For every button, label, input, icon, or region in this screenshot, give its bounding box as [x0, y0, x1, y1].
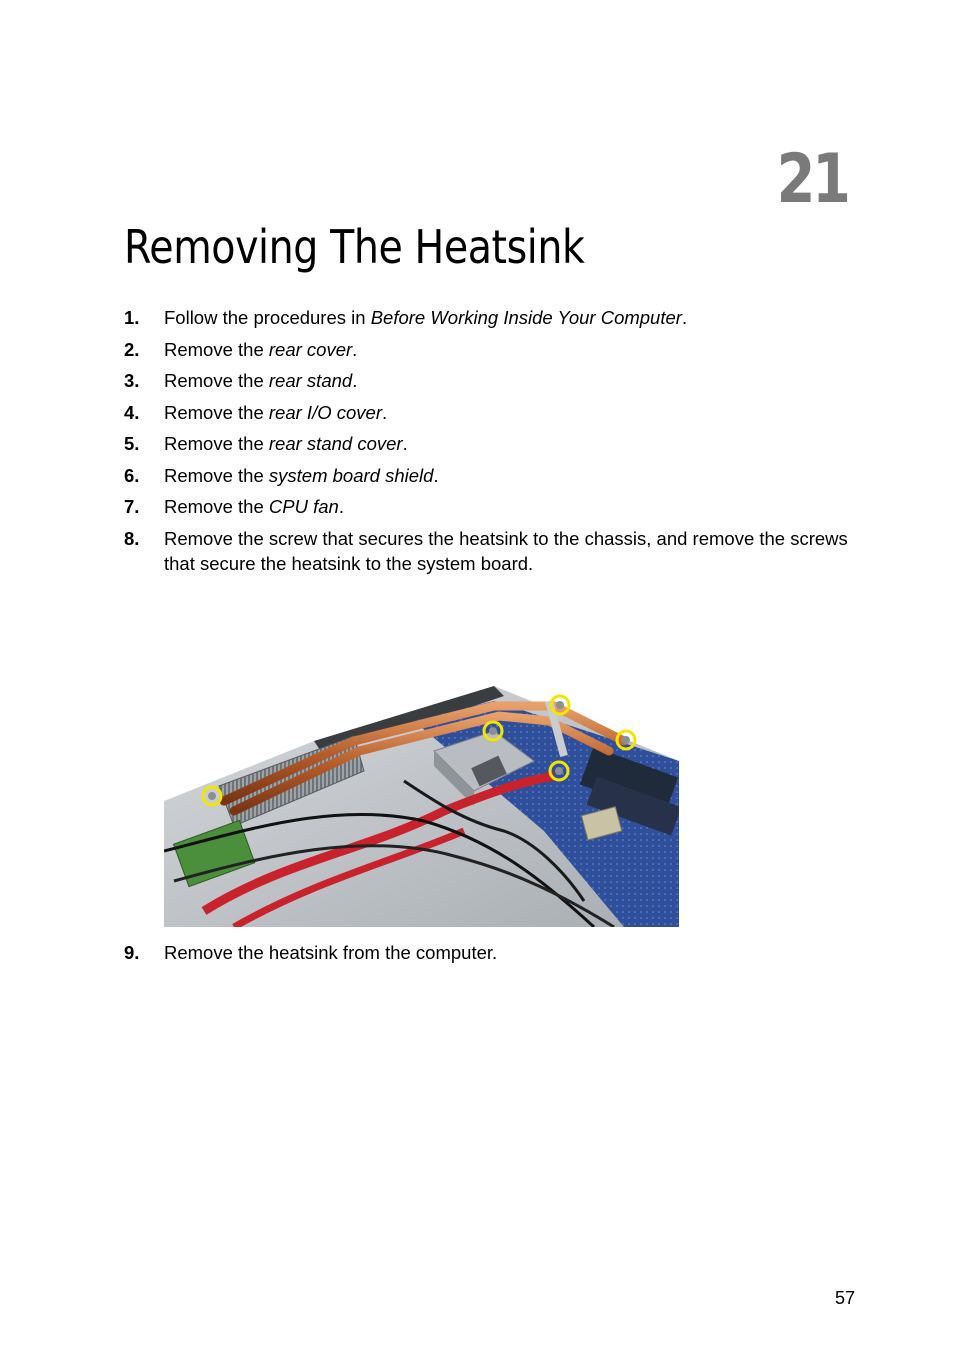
step-text [164, 494, 864, 519]
step-number: 8. [124, 528, 140, 549]
heatsink-photo [164, 681, 679, 927]
step-text [164, 431, 864, 456]
step-text-prefix: Remove the [164, 465, 269, 486]
step-text-line: that secure the heatsink to the system board. [164, 553, 534, 574]
step-text [164, 337, 864, 362]
step-number: 3. [124, 370, 140, 391]
step-text-suffix: . [402, 433, 408, 454]
step-number: 5. [124, 433, 140, 454]
step-text: Remove the heatsink from the computer. [164, 942, 498, 963]
link-rear-io-cover[interactable]: rear I/O cover [268, 402, 382, 423]
step-text-suffix: . [352, 370, 358, 391]
link-rear-stand[interactable]: rear stand [268, 370, 353, 391]
step-text [164, 305, 864, 330]
step-text-prefix: Remove the [164, 433, 269, 454]
link-rear-cover[interactable]: rear cover [268, 339, 353, 360]
step-text-line: Remove the screw that secures the heatsink to the chassis, and remove the screws [164, 528, 848, 549]
step-text-suffix: . [338, 496, 344, 517]
page-number: 57 [834, 1288, 855, 1308]
link-system-board-shield[interactable]: system board shield [268, 465, 434, 486]
step-number: 4. [124, 402, 140, 423]
step-text [164, 400, 864, 425]
step-text-prefix: Remove the [164, 339, 269, 360]
step-text-prefix: Follow the procedures in [164, 307, 371, 328]
step-text-suffix: . [352, 339, 358, 360]
step-text [164, 368, 864, 393]
step-text-suffix: . [681, 307, 688, 328]
step-text-prefix: Remove the [164, 496, 269, 517]
page-title: Removing The Heatsink [124, 220, 585, 274]
chapter-number: 21 [776, 140, 848, 219]
step-text-prefix: Remove the [164, 370, 269, 391]
step-text [164, 526, 864, 576]
step-number: 2. [124, 339, 140, 360]
link-before-working[interactable]: Before Working Inside Your Computer [370, 307, 682, 328]
link-rear-stand-cover[interactable]: rear stand cover [268, 433, 403, 454]
step-text [164, 463, 864, 488]
step-text-suffix: . [433, 465, 439, 486]
step-text-suffix: . [381, 402, 388, 423]
step-number: 9. [124, 942, 140, 963]
link-cpu-fan[interactable]: CPU fan [268, 496, 339, 517]
step-number: 7. [124, 496, 140, 517]
step-number: 1. [124, 307, 140, 328]
step-text-prefix: Remove the [164, 402, 269, 423]
heatsink-illustration [164, 681, 679, 927]
step-number: 6. [124, 465, 140, 486]
